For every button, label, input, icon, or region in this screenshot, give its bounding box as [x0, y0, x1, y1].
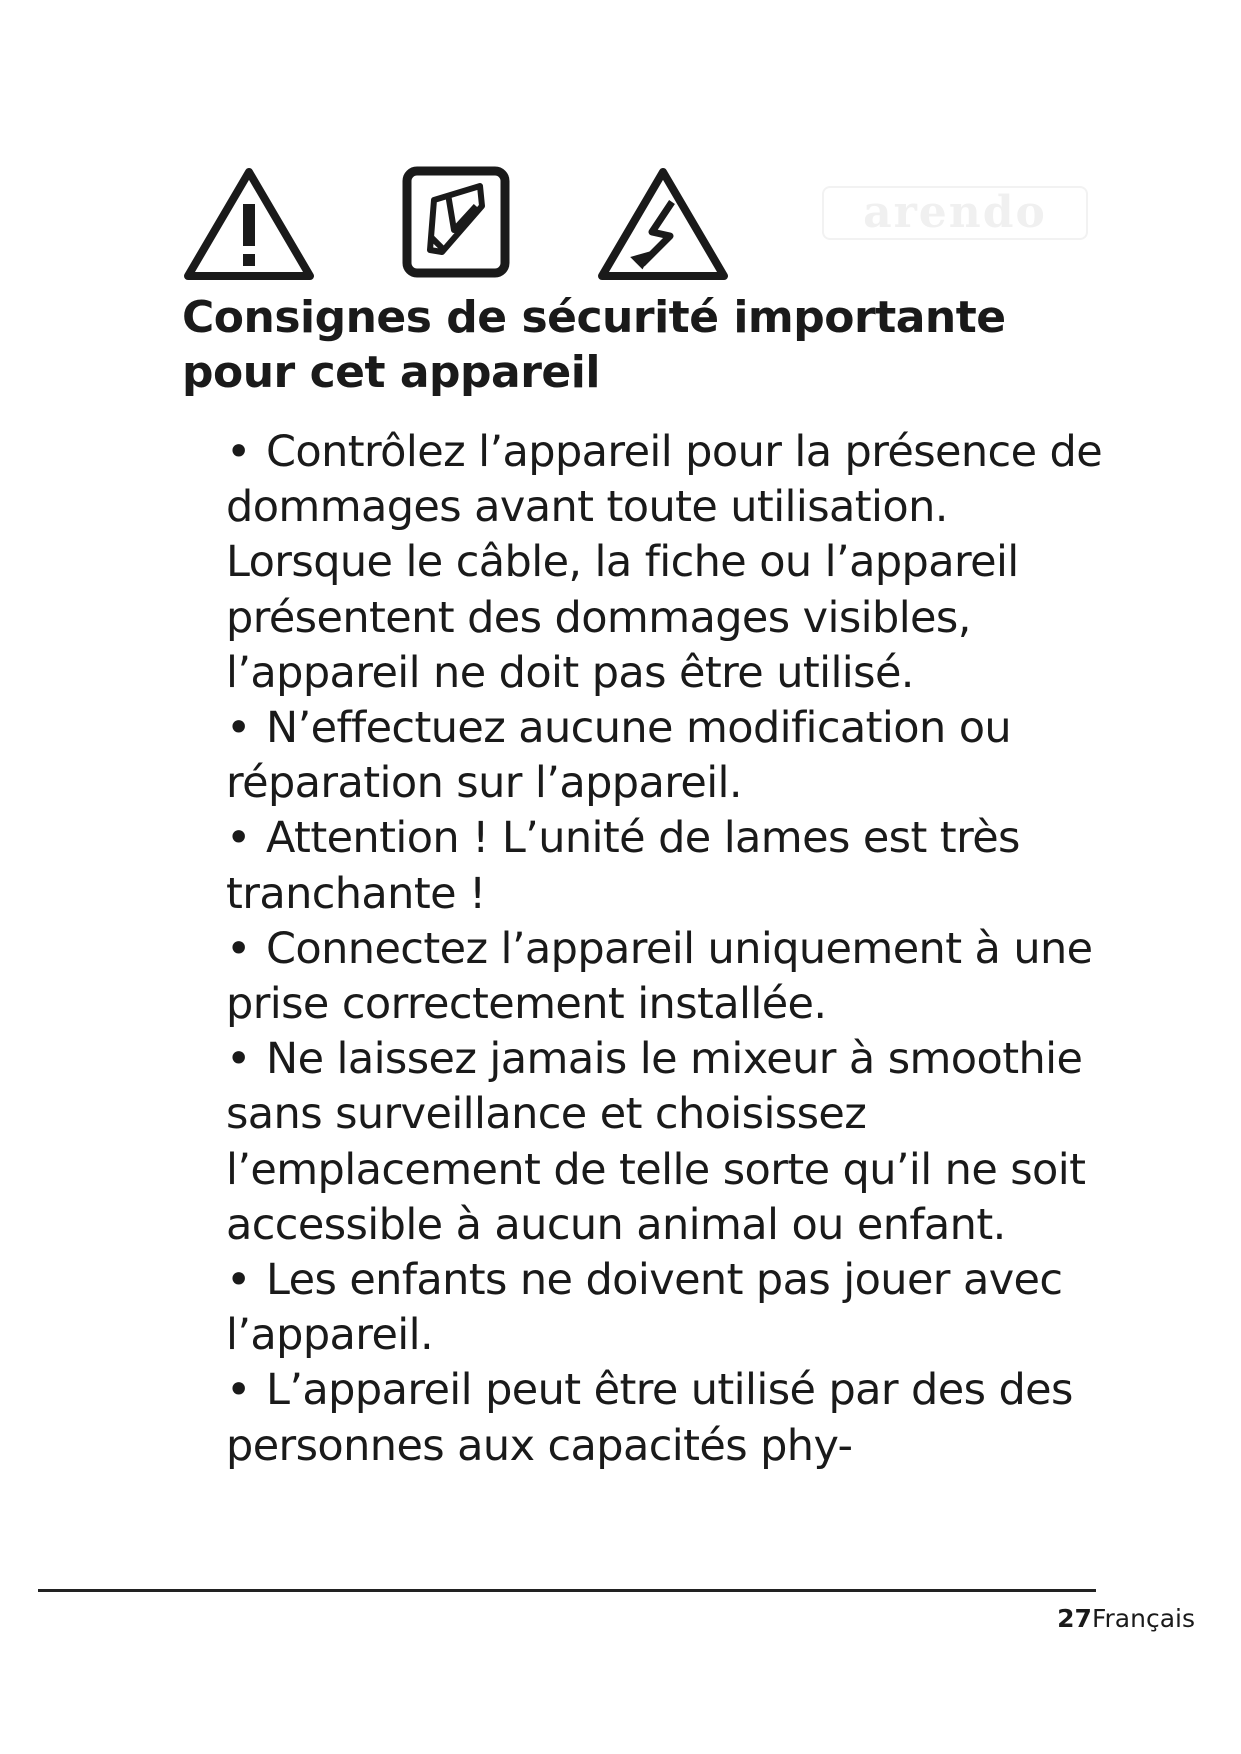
list-item-text: Contrôlez l’appareil pour la présence de dommages avant toute utilisation. Lorsque le câble, la fiche ou l’appareil présentent des dommages visibles, l’appareil ne doit pas être utilisé.: [226, 427, 1103, 698]
footer-language: Français: [1091, 1604, 1195, 1633]
bullet-icon: •: [226, 703, 251, 754]
list-item-text: L’appareil peut être utilisé par des des personnes aux capacités phy-: [226, 1365, 1073, 1471]
warning-triangle-icon: [182, 166, 316, 284]
footer-divider: [38, 1589, 1096, 1592]
page-title: Consignes de sécurité importante pour cet appareil: [182, 292, 1006, 398]
list-item: [226, 1363, 1126, 1473]
list-item-text: Connectez l’appareil uniquement à une prise correctement installée.: [226, 923, 1093, 1030]
safety-instructions-list: [226, 425, 1126, 1474]
list-item-text: Ne laissez jamais le mixeur à smoothie sans surveillance et choisissez l’emplacement de telle sorte qu’il ne soit accessible à aucun animal ou enfant.: [226, 1034, 1086, 1250]
bullet-icon: •: [226, 923, 251, 974]
list-item: [226, 1253, 1126, 1363]
page-footer: [1057, 1604, 1195, 1633]
bullet-icon: •: [226, 1255, 251, 1306]
list-item: [226, 701, 1126, 811]
list-item-text: Attention ! L’unité de lames est très tranchante !: [226, 813, 1020, 919]
brand-watermark: arendo: [822, 186, 1088, 240]
bullet-icon: •: [226, 1034, 251, 1085]
bullet-icon: •: [226, 427, 251, 477]
read-manual-icon: [402, 166, 510, 278]
electric-shock-icon: [596, 166, 730, 284]
page-number: 27: [1057, 1604, 1092, 1633]
bullet-icon: •: [226, 1365, 251, 1416]
list-item: [226, 425, 1126, 701]
list-item: [226, 1032, 1126, 1253]
list-item: [226, 922, 1126, 1032]
list-item-text: Les enfants ne doivent pas jouer avec l’appareil.: [226, 1255, 1063, 1361]
list-item-text: N’effectuez aucune modification ou réparation sur l’appareil.: [226, 703, 1012, 809]
bullet-icon: •: [226, 813, 251, 864]
list-item: [226, 811, 1126, 921]
